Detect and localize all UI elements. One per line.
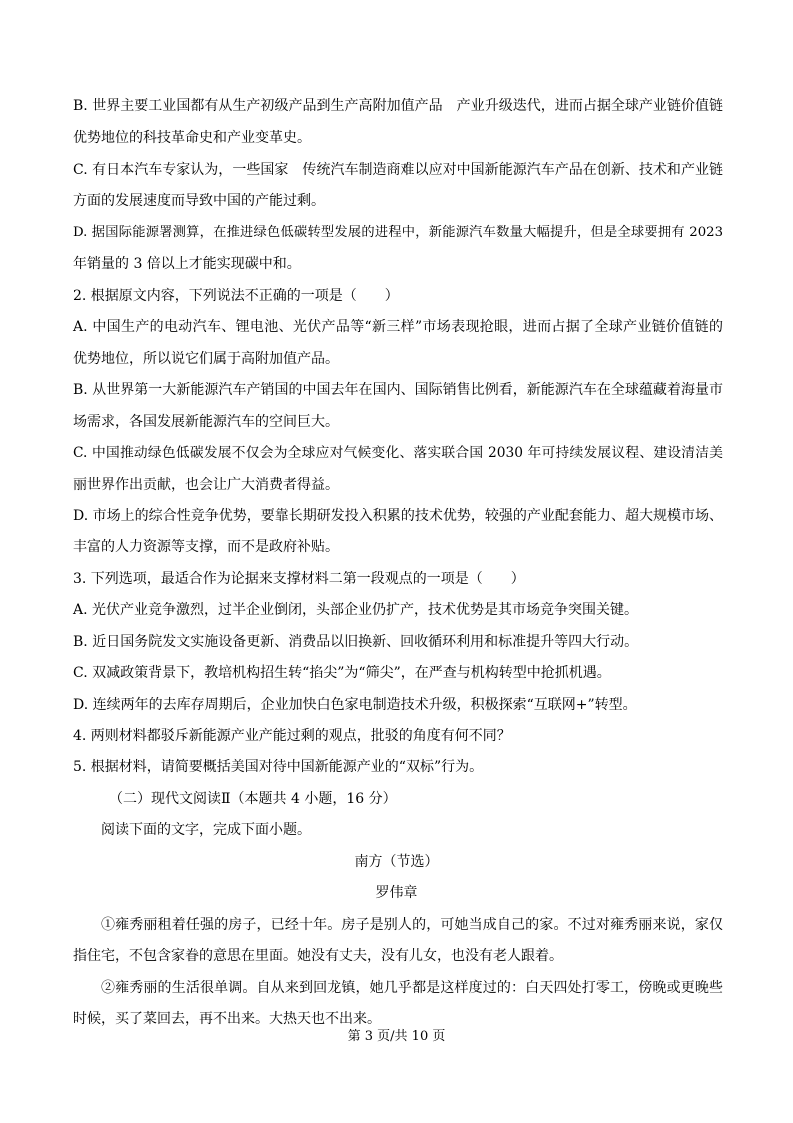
question-2: 2. 根据原文内容，下列说法不正确的一项是（ ） (73, 288, 399, 304)
question-5: 5. 根据材料，请简要概括美国对待中国新能源产业的“双标”行为。 (73, 759, 484, 775)
q2-option-a-line-1: A. 中国生产的电动汽车、锂电池、光伏产品等“新三样”市场表现抢眼，进而占据了全球产业链价值链的 (73, 319, 723, 335)
option-b-line-1: B. 世界主要工业国都有从生产初级产品到生产高附加值产品 产业升级迭代，进而占据全球产业链价值链 (73, 98, 723, 114)
q2-option-a-line-2: 优势地位，所以说它们属于高附加值产品。 (73, 351, 339, 367)
section-heading: （二）现代文阅读Ⅱ（本题共 4 小题，16 分） (109, 791, 397, 807)
q3-option-c: C. 双减政策背景下，教培机构招生转“掐尖”为“筛尖”，在严查与机构转型中抢抓机遇。 (73, 665, 611, 681)
paragraph-1-line-2: 指住宅，不包含家眷的意思在里面。她没有丈夫，没有儿女，也没有老人跟着。 (73, 948, 563, 964)
paragraph-2-line-2: 时候，买了菜回去，再不出来。大热天也不出来。 (73, 1011, 381, 1027)
reading-instruction: 阅读下面的文字，完成下面小题。 (101, 822, 311, 838)
q2-option-b-line-1: B. 从世界第一大新能源汽车产销国的中国去年在国内、国际销售比例看，新能源汽车在全球蕴藏着海量市 (73, 382, 723, 398)
option-d-line-2: 年销量的 3 倍以上才能实现碳中和。 (73, 256, 301, 272)
q2-option-c-line-2: 丽世界作出贡献，也会让广大消费者得益。 (73, 477, 339, 493)
option-c-line-1: C. 有日本汽车专家认为，一些国家 传统汽车制造商难以应对中国新能源汽车产品在创新、技术和产业链 (73, 162, 723, 178)
page-number: 第 3 页/共 10 页 (347, 1029, 446, 1044)
q2-option-c-line-1: C. 中国推动绿色低碳发展不仅会为全球应对气候变化、落实联合国 2030 年可持续发展议程、建设清洁美 (73, 445, 723, 461)
q3-option-d: D. 连续两年的去库存周期后，企业加快白色家电制造技术升级，积极探索“互联网+”转型。 (73, 697, 637, 713)
paragraph-1-line-1: ①雍秀丽租着任强的房子，已经十年。房子是别人的，可她当成自己的家。不过对雍秀丽来说，家仅 (101, 917, 723, 933)
option-d-line-1: D. 据国际能源署测算，在推进绿色低碳转型发展的进程中，新能源汽车数量大幅提升，但是全球要拥有 2023 (73, 225, 723, 240)
q2-option-d-line-1: D. 市场上的综合性竞争优势，要靠长期研发投入积累的技术优势，较强的产业配套能力、超大规模市场、 (73, 508, 723, 524)
q2-option-d-line-2: 丰富的人力资源等支撑，而不是政府补贴。 (73, 539, 339, 555)
question-3: 3. 下列选项，最适合作为论据来支撑材料二第一段观点的一项是（ ） (73, 571, 525, 587)
passage-author: 罗伟章 (375, 885, 418, 901)
option-c-line-2: 方面的发展速度而导致中国的产能过剩。 (73, 193, 325, 209)
q2-option-b-line-2: 场需求，各国发展新能源汽车的空间巨大。 (73, 414, 339, 430)
question-4: 4. 两则材料都驳斥新能源产业产能过剩的观点，批驳的角度有何不同？ (73, 728, 511, 744)
paragraph-2-line-1: ②雍秀丽的生活很单调。自从来到回龙镇，她几乎都是这样度过的：白天四处打零工，傍晚或更晚些 (101, 980, 723, 996)
q3-option-a: A. 光伏产业竞争激烈，过半企业倒闭，头部企业仍扩产，技术优势是其市场竞争突围关键。 (73, 602, 639, 618)
passage-title: 南方（节选） (354, 854, 439, 870)
q3-option-b: B. 近日国务院发文实施设备更新、消费品以旧换新、回收循环利用和标准提升等四大行动。 (73, 634, 639, 650)
option-b-line-2: 优势地位的科技革命史和产业变革史。 (73, 130, 311, 146)
